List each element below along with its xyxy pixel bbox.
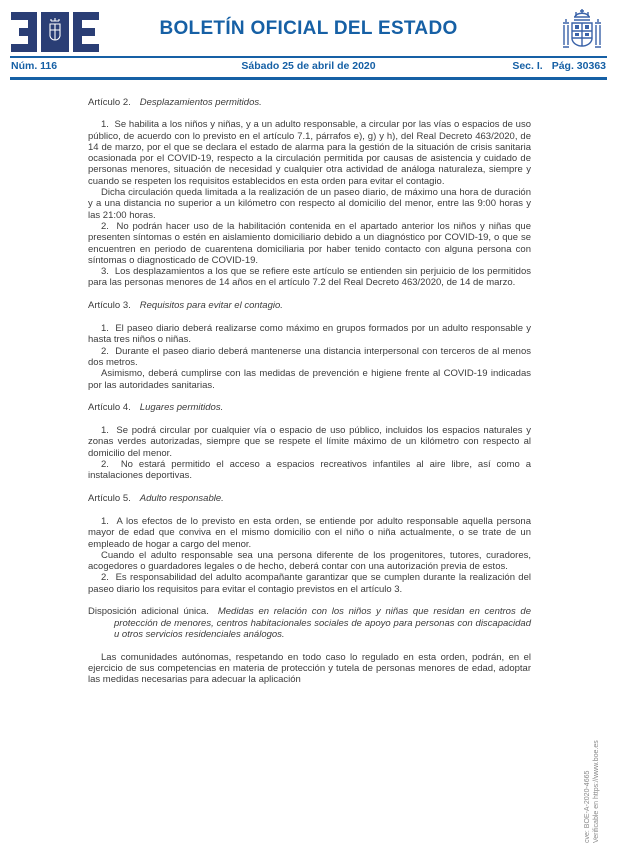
cve-verification-url: Verificable en https://www.boe.es	[593, 740, 600, 843]
issue-date: Sábado 25 de abril de 2020	[241, 60, 376, 72]
page-number: Pág. 30363	[551, 60, 606, 72]
heading-title: Medidas en relación con los niños y niñas que residan en centros de protección de menores, centros habitacionales sociales de apoyo para personas con discapacidad u otros servicios residenciales análogos.	[114, 606, 531, 641]
heading-label: Artículo 2.	[88, 96, 131, 108]
issue-number: Núm. 116	[11, 60, 58, 72]
heading-title: Desplazamientos permitidos.	[139, 96, 262, 108]
body-paragraph: Dicha circulación queda limitada a la realización de un paseo diario, de máximo una hora de duración y a una distancia no superior a un kilómetro con respecto al domicilio del menor, entre las 9:00 horas y las 21:00 horas.	[88, 187, 531, 221]
cve-code: cve: BOE-A-2020-4665	[584, 770, 591, 843]
article-heading	[88, 300, 531, 311]
article-heading	[88, 97, 531, 108]
heading-label: Artículo 4.	[88, 402, 131, 414]
article-heading	[88, 402, 531, 413]
section-page	[512, 60, 606, 72]
header-rule-top	[10, 56, 607, 58]
body-paragraph: Asimismo, deberá cumplirse con las medidas de prevención e higiene frente al COVID-19 indicadas por las autoridades sanitarias.	[88, 368, 531, 391]
disposition-heading	[88, 606, 531, 640]
heading-title: Requisitos para evitar el contagio.	[139, 300, 283, 312]
document-body	[88, 85, 531, 686]
body-paragraph: 2. Es responsabilidad del adulto acompañante garantizar que se cumplen durante la realización del paseo diario los requisitos para evitar el contagio previstos en el artículo 3.	[88, 572, 531, 595]
issue-meta-row	[11, 60, 606, 75]
section-label: Sec. I.	[512, 60, 543, 72]
cve-vertical-text	[583, 740, 601, 843]
heading-title: Lugares permitidos.	[139, 402, 224, 414]
page-title: BOLETÍN OFICIAL DEL ESTADO	[159, 18, 458, 39]
body-paragraph: 1. Se podrá circular por cualquier vía o espacio de uso público, incluidos los espacios naturales y zonas verdes autorizadas, siempre que se respete el límite máximo de un kilómetro con respecto al domicilio del menor.	[88, 425, 531, 459]
body-paragraph: Las comunidades autónomas, respetando en todo caso lo regulado en esta orden, podrán, en el ejercicio de sus competencias en materia de protección y tutela de personas menores de edad, adoptar las medidas necesarias para adecuar la aplicación	[88, 651, 531, 686]
body-paragraph: 1. El paseo diario deberá realizarse como máximo en grupos formados por un adulto responsable y hasta tres niños o niñas.	[88, 323, 531, 346]
heading-label: Disposición adicional única.	[88, 606, 209, 618]
body-paragraph: 2. No podrán hacer uso de la habilitación contenida en el apartado anterior los niños y niñas que presenten síntomas o estén en aislamiento domiciliario debido a un diagnóstico por COVID-19, o que se encuentren en periodo de cuarentena domiciliaria por haber tenido contacto con alguna persona con síntomas o diagnosticado de COVID-19.	[88, 220, 531, 266]
header-rule-bottom	[10, 77, 607, 80]
heading-title: Adulto responsable.	[139, 493, 224, 505]
heading-label: Artículo 5.	[88, 493, 131, 505]
body-paragraph: 3. Los desplazamientos a los que se refiere este artículo se entienden sin perjuicio de los permitidos para las personas menores de 14 años en el artículo 7.2 del Real Decreto 463/2020, de 14 de marzo.	[88, 266, 531, 289]
body-paragraph: Cuando el adulto responsable sea una persona diferente de los progenitores, tutores, curadores, acogedores o guardadores legales o de hecho, deberá contar con una autorización previa de estos.	[88, 549, 531, 573]
spanish-coat-of-arms-icon	[560, 7, 604, 60]
body-paragraph: 2. No estará permitido el acceso a espacios recreativos infantiles al aire libre, así como a instalaciones deportivas.	[88, 459, 531, 482]
body-paragraph: 2. Durante el paseo diario deberá mantenerse una distancia interpersonal con terceros de al menos dos metros.	[88, 345, 531, 368]
article-heading	[88, 493, 531, 504]
body-paragraph: 1. Se habilita a los niños y niñas, y a un adulto responsable, a circular por las vías o espacios de uso público, de acuerdo con lo previsto en el artículo 7.1, párrafos e), g) y h), del Real Decreto 463/2020, de 14 de marzo, por el que se declara el estado de alarma para la gestión de la situación de crisis sanitaria ocasionada por el COVID-19, respecto a la circulación permitida por causas de asistencia y cuidado de personas menores, situación de necesidad y cualquier otra actividad de análoga naturaleza, siempre y cuando se respeten los requisitos establecidos en esta orden para evitar el contagio.	[88, 119, 531, 187]
page-header	[0, 0, 617, 57]
heading-label: Artículo 3.	[88, 300, 131, 312]
body-paragraph: 1. A los efectos de lo previsto en esta orden, se entiende por adulto responsable aquella persona mayor de edad que conviva en el mismo domicilio con el niño o niña actualmente, o se trate de un empleado de hogar a cargo del menor.	[88, 515, 531, 550]
